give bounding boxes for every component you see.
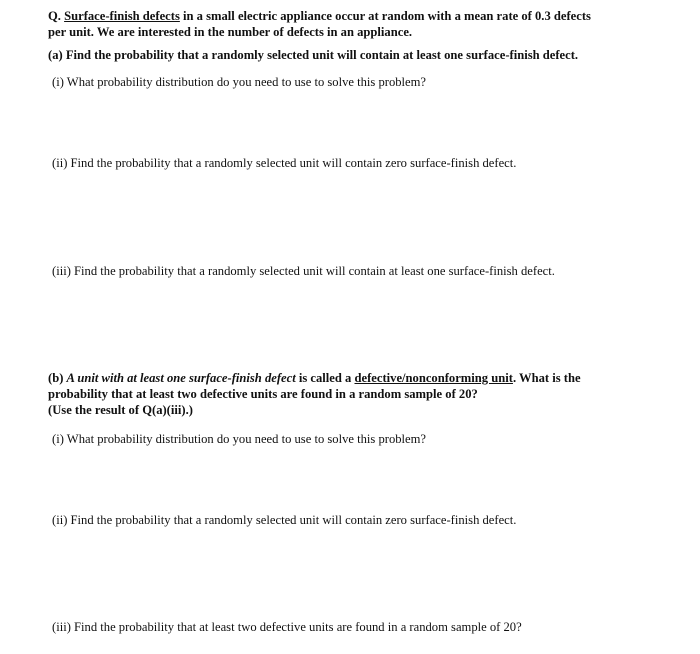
question-line-2: per unit. We are interested in the number of defects in an appliance. (48, 25, 413, 39)
question-intro (48, 8, 668, 40)
part-b-term: defective/nonconforming unit (354, 371, 513, 385)
part-b-line-3: (Use the result of Q(a)(iii).) (48, 403, 193, 417)
part-b-item-ii: (ii) Find the probability that a randomly selected unit will contain zero surface-finish defect. (52, 513, 517, 527)
question-prefix: Q. (48, 9, 65, 23)
part-b-italic-phrase: A unit with at least one surface-finish defect (66, 371, 296, 385)
part-b-mid: is called a (295, 371, 355, 385)
part-a-heading: (a) Find the probability that a randomly selected unit will contain at least one surface-finish defect. (48, 48, 579, 62)
part-b-heading (48, 370, 668, 418)
part-a-item-i: (i) What probability distribution do you need to use to solve this problem? (52, 75, 427, 89)
part-b-line-1 (48, 370, 668, 386)
question-line-1 (48, 8, 668, 24)
part-b-item-iii: (iii) Find the probability that at least two defective units are found in a random sample of 20? (52, 620, 522, 634)
part-b-line-1-rest: . What is the (512, 371, 581, 385)
part-b-label: (b) (48, 371, 67, 385)
question-line-1-rest: in a small electric appliance occur at random with a mean rate of 0.3 defects (179, 9, 591, 23)
part-b-item-i: (i) What probability distribution do you need to use to solve this problem? (52, 432, 427, 446)
part-a-item-iii: (iii) Find the probability that a randomly selected unit will contain at least one surface-finish defect. (52, 264, 555, 278)
part-b-line-2: probability that at least two defective units are found in a random sample of 20? (48, 387, 478, 401)
question-term: Surface-finish defects (64, 9, 180, 23)
part-a-item-ii: (ii) Find the probability that a randomly selected unit will contain zero surface-finish defect. (52, 156, 517, 170)
